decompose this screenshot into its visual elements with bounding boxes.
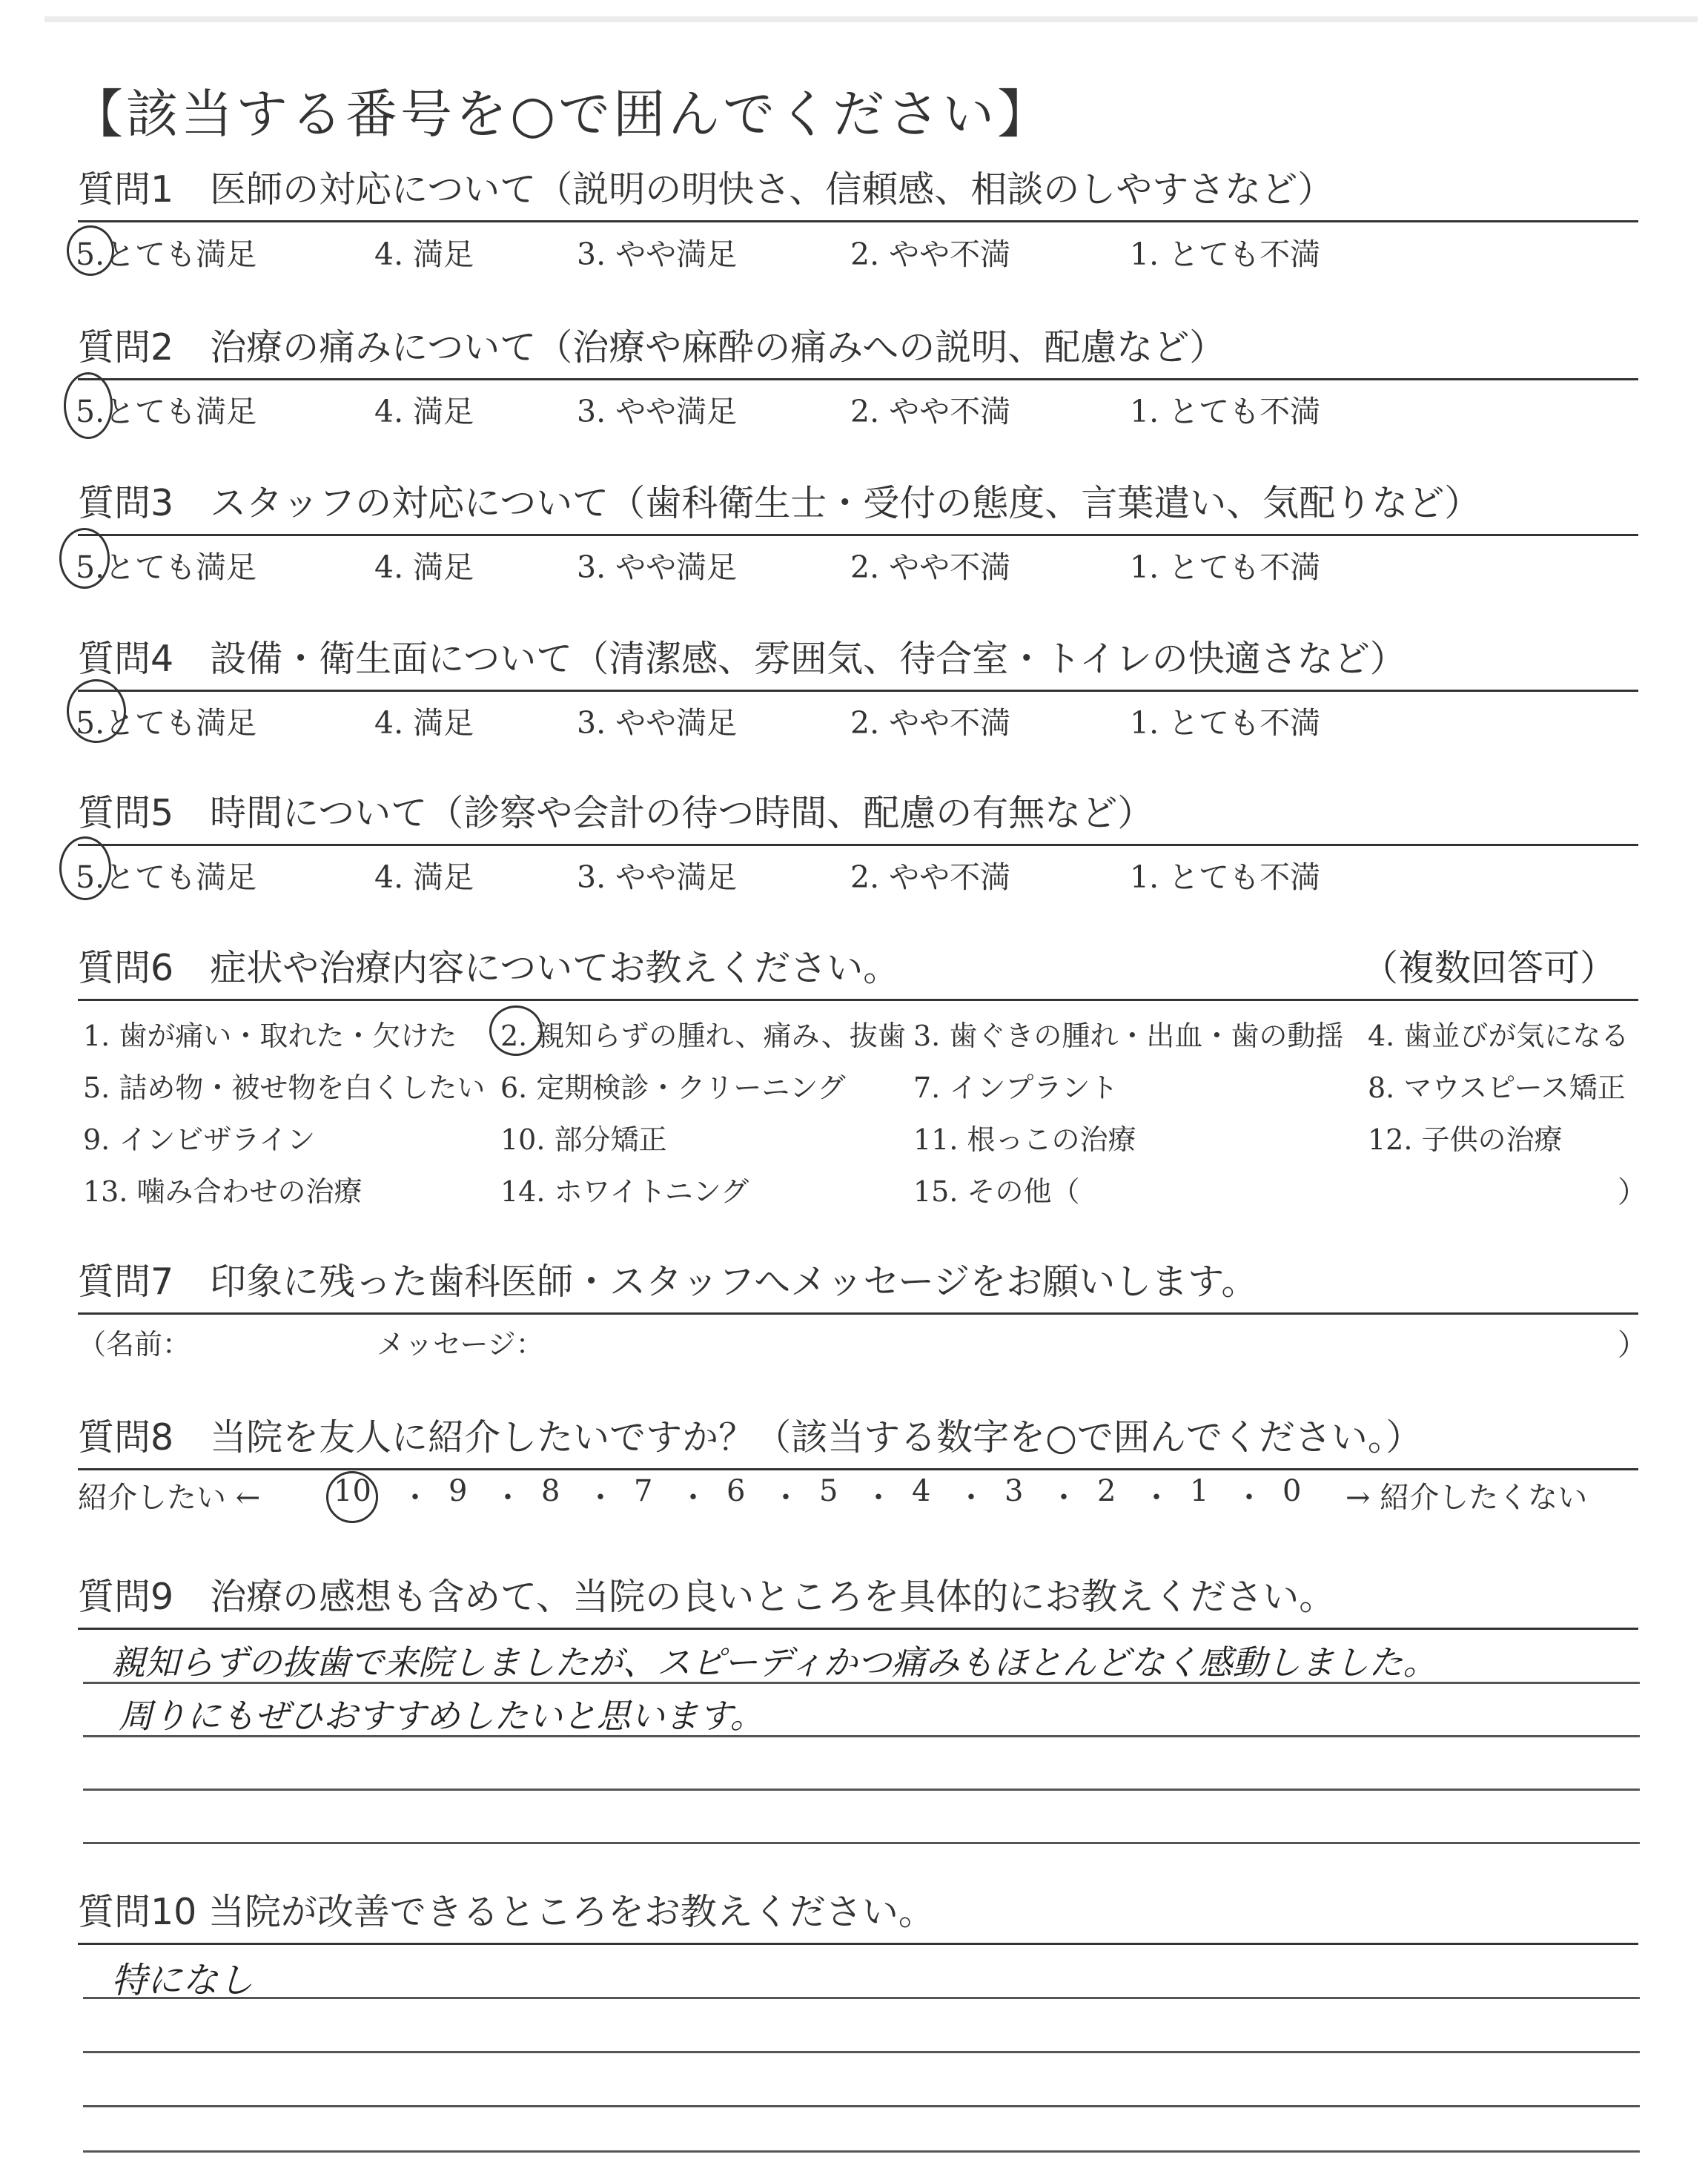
- question-4: [78, 638, 1638, 692]
- question-9: [78, 1576, 1638, 1630]
- question-10-title: 質問10 当院が改善できるところをお教えください。: [78, 1891, 935, 1933]
- question-1: [78, 167, 1638, 222]
- q6-item-10[interactable]: 10. 部分矯正: [500, 1123, 667, 1156]
- question-7: [78, 1261, 1638, 1315]
- q6-item-11[interactable]: 11. 根っこの治療: [913, 1123, 1136, 1156]
- q2-selected-circle: [64, 372, 113, 439]
- q3-option-1[interactable]: 1. とても不満: [1130, 549, 1321, 585]
- q8-scale-10[interactable]: 10: [334, 1474, 371, 1508]
- q8-scale-5[interactable]: 5: [819, 1474, 838, 1508]
- q6-item-15[interactable]: 15. その他（: [913, 1175, 1080, 1208]
- question-2-title: 質問2 治療の痛みについて（治療や麻酔の痛みへの説明、配慮など）: [78, 326, 1226, 369]
- q8-sep: ・: [956, 1481, 986, 1515]
- q6-item-1[interactable]: 1. 歯が痛い・取れた・欠けた: [83, 1020, 457, 1052]
- q3-option-2[interactable]: 2. やや不満: [850, 549, 1011, 585]
- q4-option-3[interactable]: 3. やや満足: [577, 705, 738, 741]
- question-2: [78, 326, 1638, 380]
- q3-option-5[interactable]: 5.とても満足: [76, 549, 257, 585]
- q8-selected-circle: [326, 1471, 378, 1523]
- q7-message-label: メッセージ：: [377, 1328, 544, 1361]
- q8-left-label: 紹介したい ←: [78, 1481, 261, 1515]
- q7-close: ）: [1618, 1328, 1647, 1362]
- q9-handwritten-answer-1: 親知らずの抜歯で来院しましたが、スピーディかつ痛みもほとんどなく感動しました。: [111, 1642, 1437, 1682]
- q5-option-5[interactable]: 5.とても満足: [76, 859, 257, 895]
- question-8: [78, 1416, 1638, 1470]
- q2-option-2[interactable]: 2. やや不満: [850, 394, 1011, 429]
- q6-item-14[interactable]: 14. ホワイトニング: [500, 1175, 749, 1208]
- question-10: [78, 1889, 1638, 1945]
- q10-answer-line-4: [83, 2150, 1640, 2153]
- q8-scale-1[interactable]: 1: [1190, 1474, 1209, 1508]
- q10-handwritten-answer: 特になし: [111, 1960, 254, 2001]
- q2-option-1[interactable]: 1. とても不満: [1130, 394, 1321, 429]
- q6-item-13[interactable]: 13. 噛み合わせの治療: [83, 1175, 363, 1208]
- q5-option-4[interactable]: 4. 満足: [374, 859, 474, 895]
- q8-sep: ・: [1142, 1481, 1171, 1515]
- scan-top-edge: [44, 16, 1698, 22]
- q9-handwritten-answer-2: 周りにもぜひおすすめしたいと思います。: [119, 1696, 764, 1736]
- q9-answer-line-4: [83, 1842, 1640, 1844]
- q2-option-5[interactable]: 5.とても満足: [76, 394, 257, 429]
- q8-scale-0[interactable]: 0: [1282, 1474, 1302, 1508]
- q6-other-close: ）: [1618, 1175, 1647, 1209]
- question-6: [78, 945, 1638, 1001]
- q3-option-4[interactable]: 4. 満足: [374, 549, 474, 585]
- q1-option-1[interactable]: 1. とても不満: [1130, 237, 1321, 272]
- question-1-title: 質問1 医師の対応について（説明の明快さ、信頼感、相談のしやすさなど）: [78, 168, 1334, 211]
- q5-selected-circle: [59, 836, 111, 900]
- q8-sep: ・: [586, 1481, 615, 1515]
- question-6-note: （複数回答可）: [1361, 947, 1616, 989]
- q10-answer-line-3: [83, 2105, 1640, 2107]
- question-9-title: 質問9 治療の感想も含めて、当院の良いところを具体的にお教えください。: [78, 1576, 1336, 1618]
- q5-option-2[interactable]: 2. やや不満: [850, 859, 1011, 895]
- q8-sep: ・: [771, 1481, 801, 1515]
- q6-item-7[interactable]: 7. インプラント: [913, 1071, 1119, 1104]
- q6-item-4[interactable]: 4. 歯並びが気になる: [1368, 1020, 1629, 1052]
- q3-option-3[interactable]: 3. やや満足: [577, 549, 738, 585]
- q1-option-4[interactable]: 4. 満足: [374, 237, 474, 272]
- question-6-title: 質問6 症状や治療内容についてお教えください。: [78, 947, 900, 989]
- q8-right-label: → 紹介したくない: [1345, 1481, 1588, 1515]
- q7-name-label: （名前：: [78, 1328, 191, 1361]
- q5-option-1[interactable]: 1. とても不満: [1130, 859, 1321, 895]
- q6-selected-circle: [489, 1005, 543, 1056]
- question-8-title: 質問8 当院を友人に紹介したいですか？（該当する数字を○で囲んでください。）: [78, 1416, 1423, 1459]
- q3-selected-circle: [59, 528, 110, 589]
- q8-scale-6[interactable]: 6: [726, 1474, 746, 1508]
- q2-option-4[interactable]: 4. 満足: [374, 394, 474, 429]
- q10-answer-line-2: [83, 2051, 1640, 2053]
- q4-option-2[interactable]: 2. やや不満: [850, 705, 1011, 741]
- q8-scale-2[interactable]: 2: [1097, 1474, 1116, 1508]
- q6-item-6[interactable]: 6. 定期検診・クリーニング: [500, 1071, 846, 1104]
- question-5-title: 質問5 時間について（診察や会計の待つ時間、配慮の有無など）: [78, 792, 1154, 834]
- q4-option-1[interactable]: 1. とても不満: [1130, 705, 1321, 741]
- q9-answer-line-3: [83, 1789, 1640, 1791]
- question-7-title: 質問7 印象に残った歯科医師・スタッフへメッセージをお願いします。: [78, 1261, 1258, 1303]
- q1-selected-circle: [67, 225, 114, 276]
- q1-option-3[interactable]: 3. やや満足: [577, 237, 738, 272]
- q1-option-5[interactable]: 5.とても満足: [76, 237, 257, 272]
- q8-sep: ・: [400, 1481, 430, 1515]
- question-4-title: 質問4 設備・衛生面について（清潔感、雰囲気、待合室・トイレの快適さなど）: [78, 638, 1406, 680]
- q4-option-5[interactable]: 5.とても満足: [76, 705, 257, 741]
- q8-sep: ・: [1234, 1481, 1264, 1515]
- q8-scale-4[interactable]: 4: [912, 1474, 931, 1508]
- q10-answer-line-1: [83, 1997, 1640, 1999]
- q8-sep: ・: [864, 1481, 893, 1515]
- q4-selected-circle: [67, 679, 126, 743]
- question-3-title: 質問3 スタッフの対応について（歯科衛生士・受付の態度、言葉遣い、気配りなど）: [78, 482, 1481, 524]
- q6-item-12[interactable]: 12. 子供の治療: [1368, 1123, 1563, 1156]
- question-3: [78, 482, 1638, 536]
- q5-option-3[interactable]: 3. やや満足: [577, 859, 738, 895]
- q4-option-4[interactable]: 4. 満足: [374, 705, 474, 741]
- question-5: [78, 792, 1638, 846]
- q6-item-9[interactable]: 9. インビザライン: [83, 1123, 316, 1156]
- q8-sep: ・: [678, 1481, 708, 1515]
- q2-option-3[interactable]: 3. やや満足: [577, 394, 738, 429]
- q6-item-5[interactable]: 5. 詰め物・被せ物を白くしたい: [83, 1071, 486, 1104]
- form-header: 【該当する番号を○で囲んでください】: [71, 84, 1053, 145]
- q6-item-2[interactable]: 2. 親知らずの腫れ、痛み、抜歯: [500, 1020, 906, 1052]
- q8-scale-3[interactable]: 3: [1004, 1474, 1024, 1508]
- q6-item-8[interactable]: 8. マウスピース矯正: [1368, 1071, 1626, 1104]
- q1-option-2[interactable]: 2. やや不満: [850, 237, 1011, 272]
- q8-sep: ・: [493, 1481, 523, 1515]
- q8-scale-8[interactable]: 8: [541, 1474, 560, 1508]
- q8-scale-9[interactable]: 9: [448, 1474, 468, 1508]
- q8-sep: ・: [1049, 1481, 1079, 1515]
- q8-scale-7[interactable]: 7: [634, 1474, 653, 1508]
- q6-item-3[interactable]: 3. 歯ぐきの腫れ・出血・歯の動揺: [913, 1020, 1344, 1052]
